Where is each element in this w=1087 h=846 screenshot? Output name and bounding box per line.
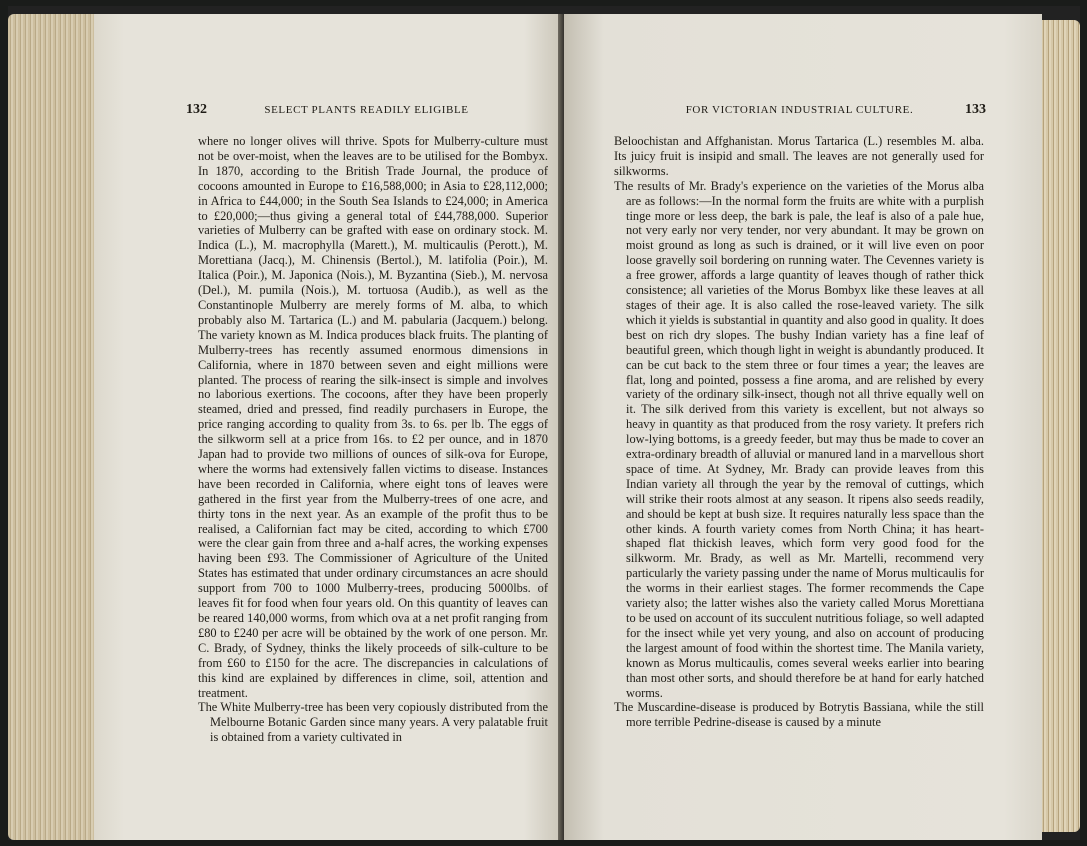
right-body-text [614, 134, 984, 730]
left-page-number: 132 [186, 102, 207, 117]
left-paragraph: The White Mulberry-tree has been very copiously distributed from the Melbourne Botanic Garden since many years. A very palatable fruit is obtained from a variety cultivated in [198, 700, 548, 745]
left-page [94, 14, 564, 840]
left-paragraph: where no longer olives will thrive. Spots for Mulberry-culture must not be over-moist, when the leaves are to be utilised for the Bombyx. In 1870, according to the British Trade Journal, the produce of cocoons amounted in Europe to £16,588,000; in Asia to £28,112,000; in Africa to £44,000; in the South Sea Islands to £24,000; in America to £20,000;—thus giving a general total of £44,788,000. Superior varieties of Mulberry can be grafted with ease on ordinary stock. M. Indica (L.), M. macrophylla (Marett.), M. multicaulis (Perott.), M. Morettiana (Jacq.), M. Chinensis (Bertol.), M. latifolia (Poir.), M. Italica (Poir.), M. Japonica (Nois.), M. Byzantina (Sieb.), M. nervosa (Del.), M. pumila (Nois.), M. tortuosa (Audib.), as well as the Constantinople Mulberry are merely forms of M. alba, to which probably also M. Tartarica (L.) and M. pabularia (Jacquem.) belong. The variety known as M. Indica produces black fruits. The planting of Mulberry-trees has recently assumed enormous dimensions in California, where in 1870 between seven and eight millions were planted. The process of rearing the silk-insect is simple and involves no laborious exertions. The cocoons, after they have been properly steamed, dried and pressed, find readily purchasers in Europe, the price ranging according to quality from 3s. to 6s. per lb. The eggs of the silkworm sell at a price from 16s. to £2 per ounce, and in 1870 Japan had to provide two millions of ounces of silk-ova for Europe, where the worms had extensively fallen victims to disease. Instances have been recorded in California, where eight tons of leaves were gathered in the first year from the Mulberry-trees of one acre, and thirty tons in the next year. As an example of the profit thus to be realised, a Californian fact may be cited, according to which £700 were the clear gain from three and a-half acres, the working expenses having been £93. The Commissioner of Agriculture of the United States has estimated that under ordinary circumstances an acre should support from 700 to 1000 Mulberry-trees, producing 5000lbs. of leaves fit for food when four years old. On this quantity of leaves can be reared 140,000 worms, from which ova at a net profit ranging from £80 to £240 per acre will be obtained by the work of one person. Mr. C. Brady, of Sydney, thinks the likely proceeds of silk-culture to be from £60 to £150 for the acre. The discrepancies in calculations of this kind are explained by differences in clime, soil, attention and treatment. [198, 134, 548, 700]
right-paragraph: Beloochistan and Affghanistan. Morus Tartarica (L.) resembles M. alba. Its juicy fruit is insipid and small. The leaves are not generally used for silkworms. [614, 134, 984, 178]
right-page [564, 14, 1042, 840]
right-paragraph: The Muscardine-disease is produced by Botrytis Bassiana, while the still more terrible Pedrine-disease is caused by a minute [614, 700, 984, 730]
left-body-text [198, 134, 548, 745]
right-page-number: 133 [965, 102, 986, 117]
right-running-title: FOR VICTORIAN INDUSTRIAL CULTURE. [685, 104, 914, 116]
left-running-title: SELECT PLANTS READILY ELIGIBLE [264, 104, 469, 116]
right-page-edges [1036, 20, 1080, 832]
left-page-edges [8, 14, 100, 840]
left-running-head [186, 102, 546, 118]
right-running-head [614, 102, 986, 118]
open-book [8, 6, 1080, 840]
right-paragraph: The results of Mr. Brady's experience on the varieties of the Morus alba are as follows:—In the normal form the fruits are white with a purplish tinge more or less deep, the bark is pale, the leaf is also of a pale hue, not very early nor very tender, nor very abundant. It may be grown on moist ground as long as such is drained, or it will live even on poor loose gravelly soil bordering on running water. The Cevennes variety is a free grower, affords a large quantity of leaves though of rather thick consistence; all varieties of the Morus Bombyx like these leaves at all stages of their age. It is also called the rose-leaved variety. The silk which it yields is substantial in quantity and also good in quality. It does best on rich dry slopes. The bushy Indian variety has a fine leaf of beautiful green, which though light in weight is abundantly produced. It can be cut back to the stem three or four times a year; the leaves are flat, long and pointed, possess a fine aroma, and are relished by every variety of the ordinary silk-insect, though not all thrive equally well on it. The silk derived from this variety is excellent, but not always so heavy in quantity as that produced from the rosy variety. It prefers rich low-lying bottoms, is a greedy feeder, but may thus be made to cover an extra-ordinary breadth of alluvial or manured land in a marvellous short space of time. At Sydney, Mr. Brady can provide leaves from this Indian variety all through the year by the removal of cuttings, which will strike their roots almost at any season. It ripens also seeds readily, and should be kept at bush size. It requires naturally less space than the other kinds. A fourth variety comes from North China; it has heart-shaped flat thickish leaves, which form very good food for the silkworm. Mr. Brady, as well as Mr. Martelli, recommend very particularly the variety passing under the name of Morus multicaulis for the worms in their earliest stages. The former recommends the Cape variety also; the latter wishes also the variety called Morus Morettiana to be used on account of its succulent nutritious foliage, so well adapted for the insect while yet very young, and also on account of producing the largest amount of food within the shortest time. The Manila variety, known as Morus multicaulis, comes several weeks earlier into bearing than most other sorts, and should therefore be at hand for early hatched worms. [614, 178, 984, 700]
